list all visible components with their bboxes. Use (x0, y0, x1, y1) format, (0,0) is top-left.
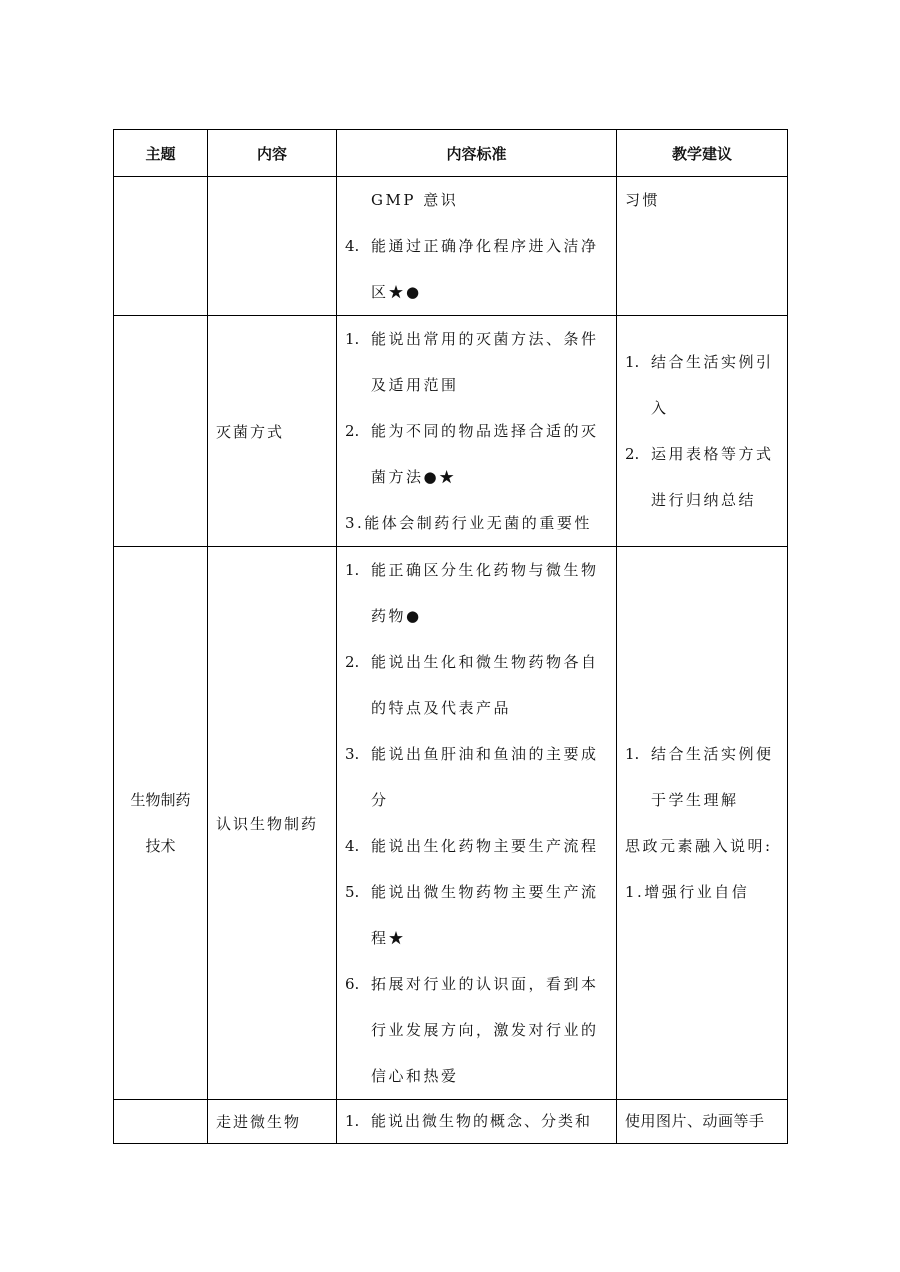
standard-cell (337, 547, 617, 1100)
standard-line: GMP 意识 (371, 191, 459, 209)
content-text: 认识生物制药 (216, 814, 319, 833)
item-text: 能说出生化药物主要生产流程 (371, 837, 599, 855)
table-row (114, 177, 788, 316)
item-number: 1. (345, 330, 360, 348)
list-item (345, 547, 608, 639)
header-suggestion: 教学建议 (617, 130, 788, 177)
item-number: 1. (625, 745, 640, 763)
suggestion-cell (617, 177, 788, 316)
item-text: 运用表格等方式进行归纳总结 (651, 445, 774, 509)
item-number: 1. (345, 1112, 360, 1130)
table-row (114, 1100, 788, 1144)
item-number: 1. (345, 561, 360, 579)
item-number: 2. (345, 422, 360, 440)
item-text: 能说出鱼肝油和鱼油的主要成分 (371, 745, 599, 809)
content-cell (208, 1100, 337, 1144)
suggestion-cell (617, 316, 788, 547)
header-content: 内容 (208, 130, 337, 177)
suggestion-text: 习惯 (625, 191, 661, 209)
list-item (345, 639, 608, 731)
standard-cell (337, 177, 617, 316)
topic-cell (114, 547, 208, 1100)
table-row (114, 316, 788, 547)
item-text: 能说出生化和微生物药物各自的特点及代表产品 (371, 653, 599, 717)
list-item (625, 339, 779, 431)
list-item (345, 961, 608, 1099)
standard-cell (337, 1100, 617, 1144)
content-cell (208, 547, 337, 1100)
content-text: 灭菌方式 (216, 422, 285, 441)
item-text: 能为不同的物品选择合适的灭菌方法●★ (371, 422, 599, 486)
ideology-item: 1.增强行业自信 (625, 883, 750, 901)
suggestion-cell (617, 547, 788, 1100)
list-item (345, 316, 608, 408)
item-text: 结合生活实例引入 (651, 353, 774, 417)
item-text: 结合生活实例便于学生理解 (651, 745, 774, 809)
item-number: 1. (625, 353, 640, 371)
item-number: 5. (345, 883, 360, 901)
item-text: 拓展对行业的认识面，看到本行业发展方向，激发对行业的信心和热爱 (371, 975, 599, 1085)
item-text: 能通过正确净化程序进入洁净区★● (371, 237, 599, 301)
item-number: 3. (345, 745, 360, 763)
item-number: 4. (345, 237, 360, 255)
list-item (345, 1100, 608, 1142)
topic-cell-empty (114, 177, 208, 316)
list-item (345, 731, 608, 823)
header-row (114, 130, 788, 177)
ideology-title: 思政元素融入说明: (625, 837, 773, 855)
content-cell (208, 316, 337, 547)
curriculum-table (113, 129, 788, 1144)
topic-text: 生物制药技术 (130, 791, 191, 855)
content-cell-empty (208, 177, 337, 316)
standard-cell (337, 316, 617, 547)
item-number: 2. (625, 445, 640, 463)
list-item (345, 823, 608, 869)
item-number: 6. (345, 975, 360, 993)
item-text: 能说出微生物的概念、分类和 (371, 1112, 593, 1130)
header-standard: 内容标准 (337, 130, 617, 177)
content-text: 走进微生物 (216, 1113, 302, 1131)
list-item (625, 431, 779, 523)
header-topic: 主题 (114, 130, 208, 177)
suggestion-cell (617, 1100, 788, 1144)
item-text: 能说出微生物药物主要生产流程★ (371, 883, 599, 947)
suggestion-text: 使用图片、动画等手 (625, 1112, 765, 1130)
item-number: 2. (345, 653, 360, 671)
topic-cell (114, 1100, 208, 1144)
list-item (345, 408, 608, 500)
item-text: 3.能体会制药行业无菌的重要性 (345, 514, 592, 532)
item-text: 能正确区分生化药物与微生物药物● (371, 561, 599, 625)
list-item (345, 223, 608, 315)
list-item (345, 869, 608, 961)
item-number: 4. (345, 837, 360, 855)
table-row (114, 547, 788, 1100)
list-item (625, 731, 779, 823)
topic-cell-empty (114, 316, 208, 547)
item-text: 能说出常用的灭菌方法、条件及适用范围 (371, 330, 599, 394)
